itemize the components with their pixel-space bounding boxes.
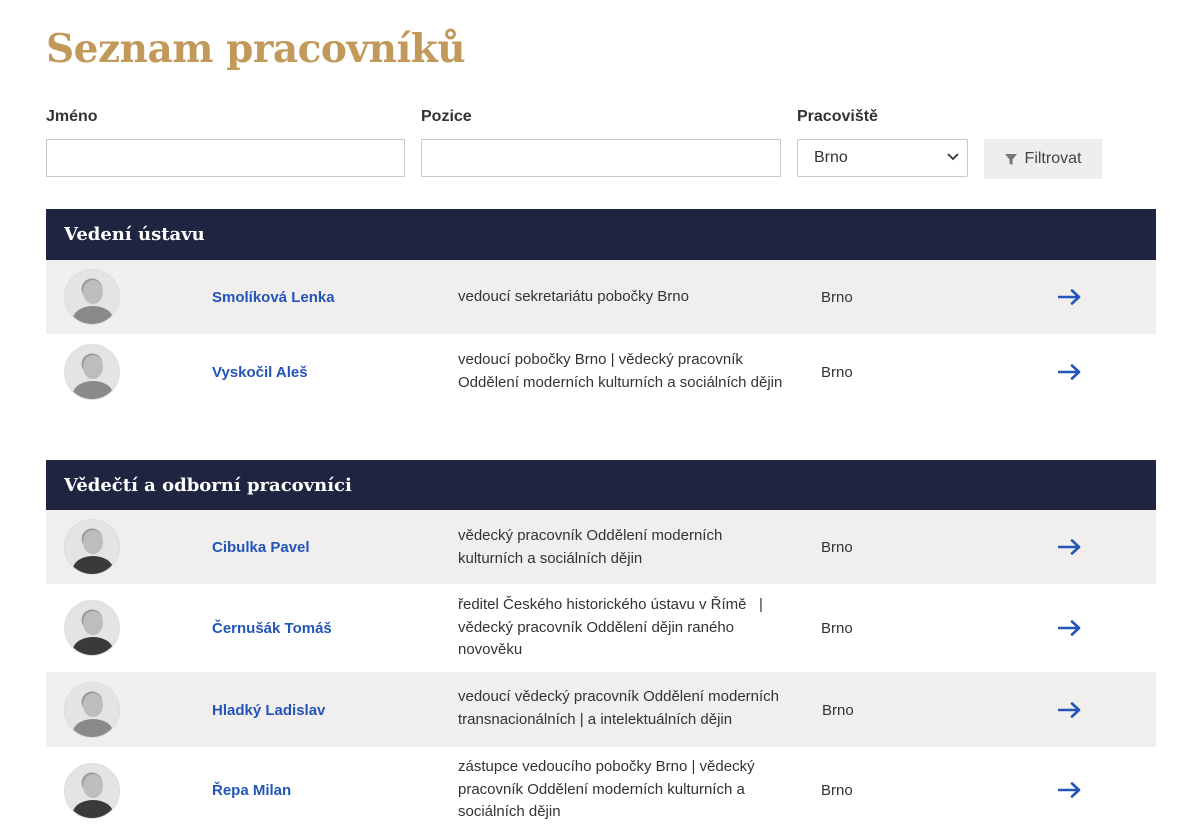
filter-icon [1005, 153, 1017, 165]
person-workplace: Brno [821, 289, 853, 306]
arrow-right-icon[interactable] [1058, 362, 1084, 382]
person-workplace: Brno [821, 364, 853, 381]
filter-button-label: Filtrovat [1024, 150, 1082, 167]
person-workplace: Brno [821, 539, 853, 556]
name-filter-input[interactable] [46, 139, 405, 177]
person-position: vedoucí vědecký pracovník Oddělení moderních transnacionálních | a intelektuálních dějin [458, 688, 780, 728]
workplace-select-value: Brno [814, 149, 848, 166]
person-workplace: Brno [821, 620, 853, 637]
avatar [64, 344, 120, 400]
page-title: Seznam pracovníků [46, 26, 466, 72]
person-position: ředitel Českého historického ústavu v Římě | vědecký pracovník Oddělení dějin raného novověku [458, 596, 763, 658]
person-name-link[interactable]: Vyskočil Aleš [212, 364, 308, 381]
avatar [64, 600, 120, 656]
table-row [46, 672, 1156, 747]
person-name-link[interactable]: Černušák Tomáš [212, 620, 332, 637]
table-row [46, 334, 1156, 410]
arrow-right-icon[interactable] [1058, 287, 1084, 307]
person-position: zástupce vedoucího pobočky Brno | vědecký pracovník Oddělení moderních kulturních a sociálních dějin [458, 758, 755, 820]
person-name-link[interactable]: Řepa Milan [212, 782, 292, 799]
person-name-link[interactable]: Hladký Ladislav [212, 702, 326, 719]
person-name-link[interactable]: Smolíková Lenka [212, 289, 335, 306]
person-workplace: Brno [822, 702, 854, 719]
arrow-right-icon[interactable] [1058, 537, 1084, 557]
person-position: vedoucí pobočky Brno | vědecký pracovník Oddělení moderních kulturních a sociálních dějin [458, 351, 783, 391]
table-row [46, 510, 1156, 584]
arrow-right-icon[interactable] [1058, 618, 1084, 638]
avatar [64, 682, 120, 738]
workplace-select[interactable] [797, 139, 968, 177]
section-header-researchers [46, 460, 1156, 510]
table-row [46, 584, 1156, 672]
section-title: Vedení ústavu [64, 224, 205, 245]
avatar [64, 269, 120, 325]
chevron-down-icon [947, 152, 959, 164]
arrow-right-icon[interactable] [1058, 700, 1084, 720]
position-filter-label: Pozice [421, 108, 472, 125]
person-position: vědecký pracovník Oddělení moderních kulturních a sociálních dějin [458, 527, 723, 567]
arrow-right-icon[interactable] [1058, 780, 1084, 800]
workplace-filter-label: Pracoviště [797, 108, 878, 125]
table-row [46, 747, 1156, 834]
person-name-link[interactable]: Cibulka Pavel [212, 539, 310, 556]
person-workplace: Brno [821, 782, 853, 799]
table-row [46, 260, 1156, 334]
avatar [64, 519, 120, 575]
avatar [64, 763, 120, 819]
person-position: vedoucí sekretariátu pobočky Brno [458, 288, 689, 305]
filter-button[interactable] [984, 139, 1102, 179]
section-header-leadership [46, 209, 1156, 260]
position-filter-input[interactable] [421, 139, 781, 177]
section-title: Vědečtí a odborní pracovníci [64, 474, 352, 496]
name-filter-label: Jméno [46, 108, 98, 125]
